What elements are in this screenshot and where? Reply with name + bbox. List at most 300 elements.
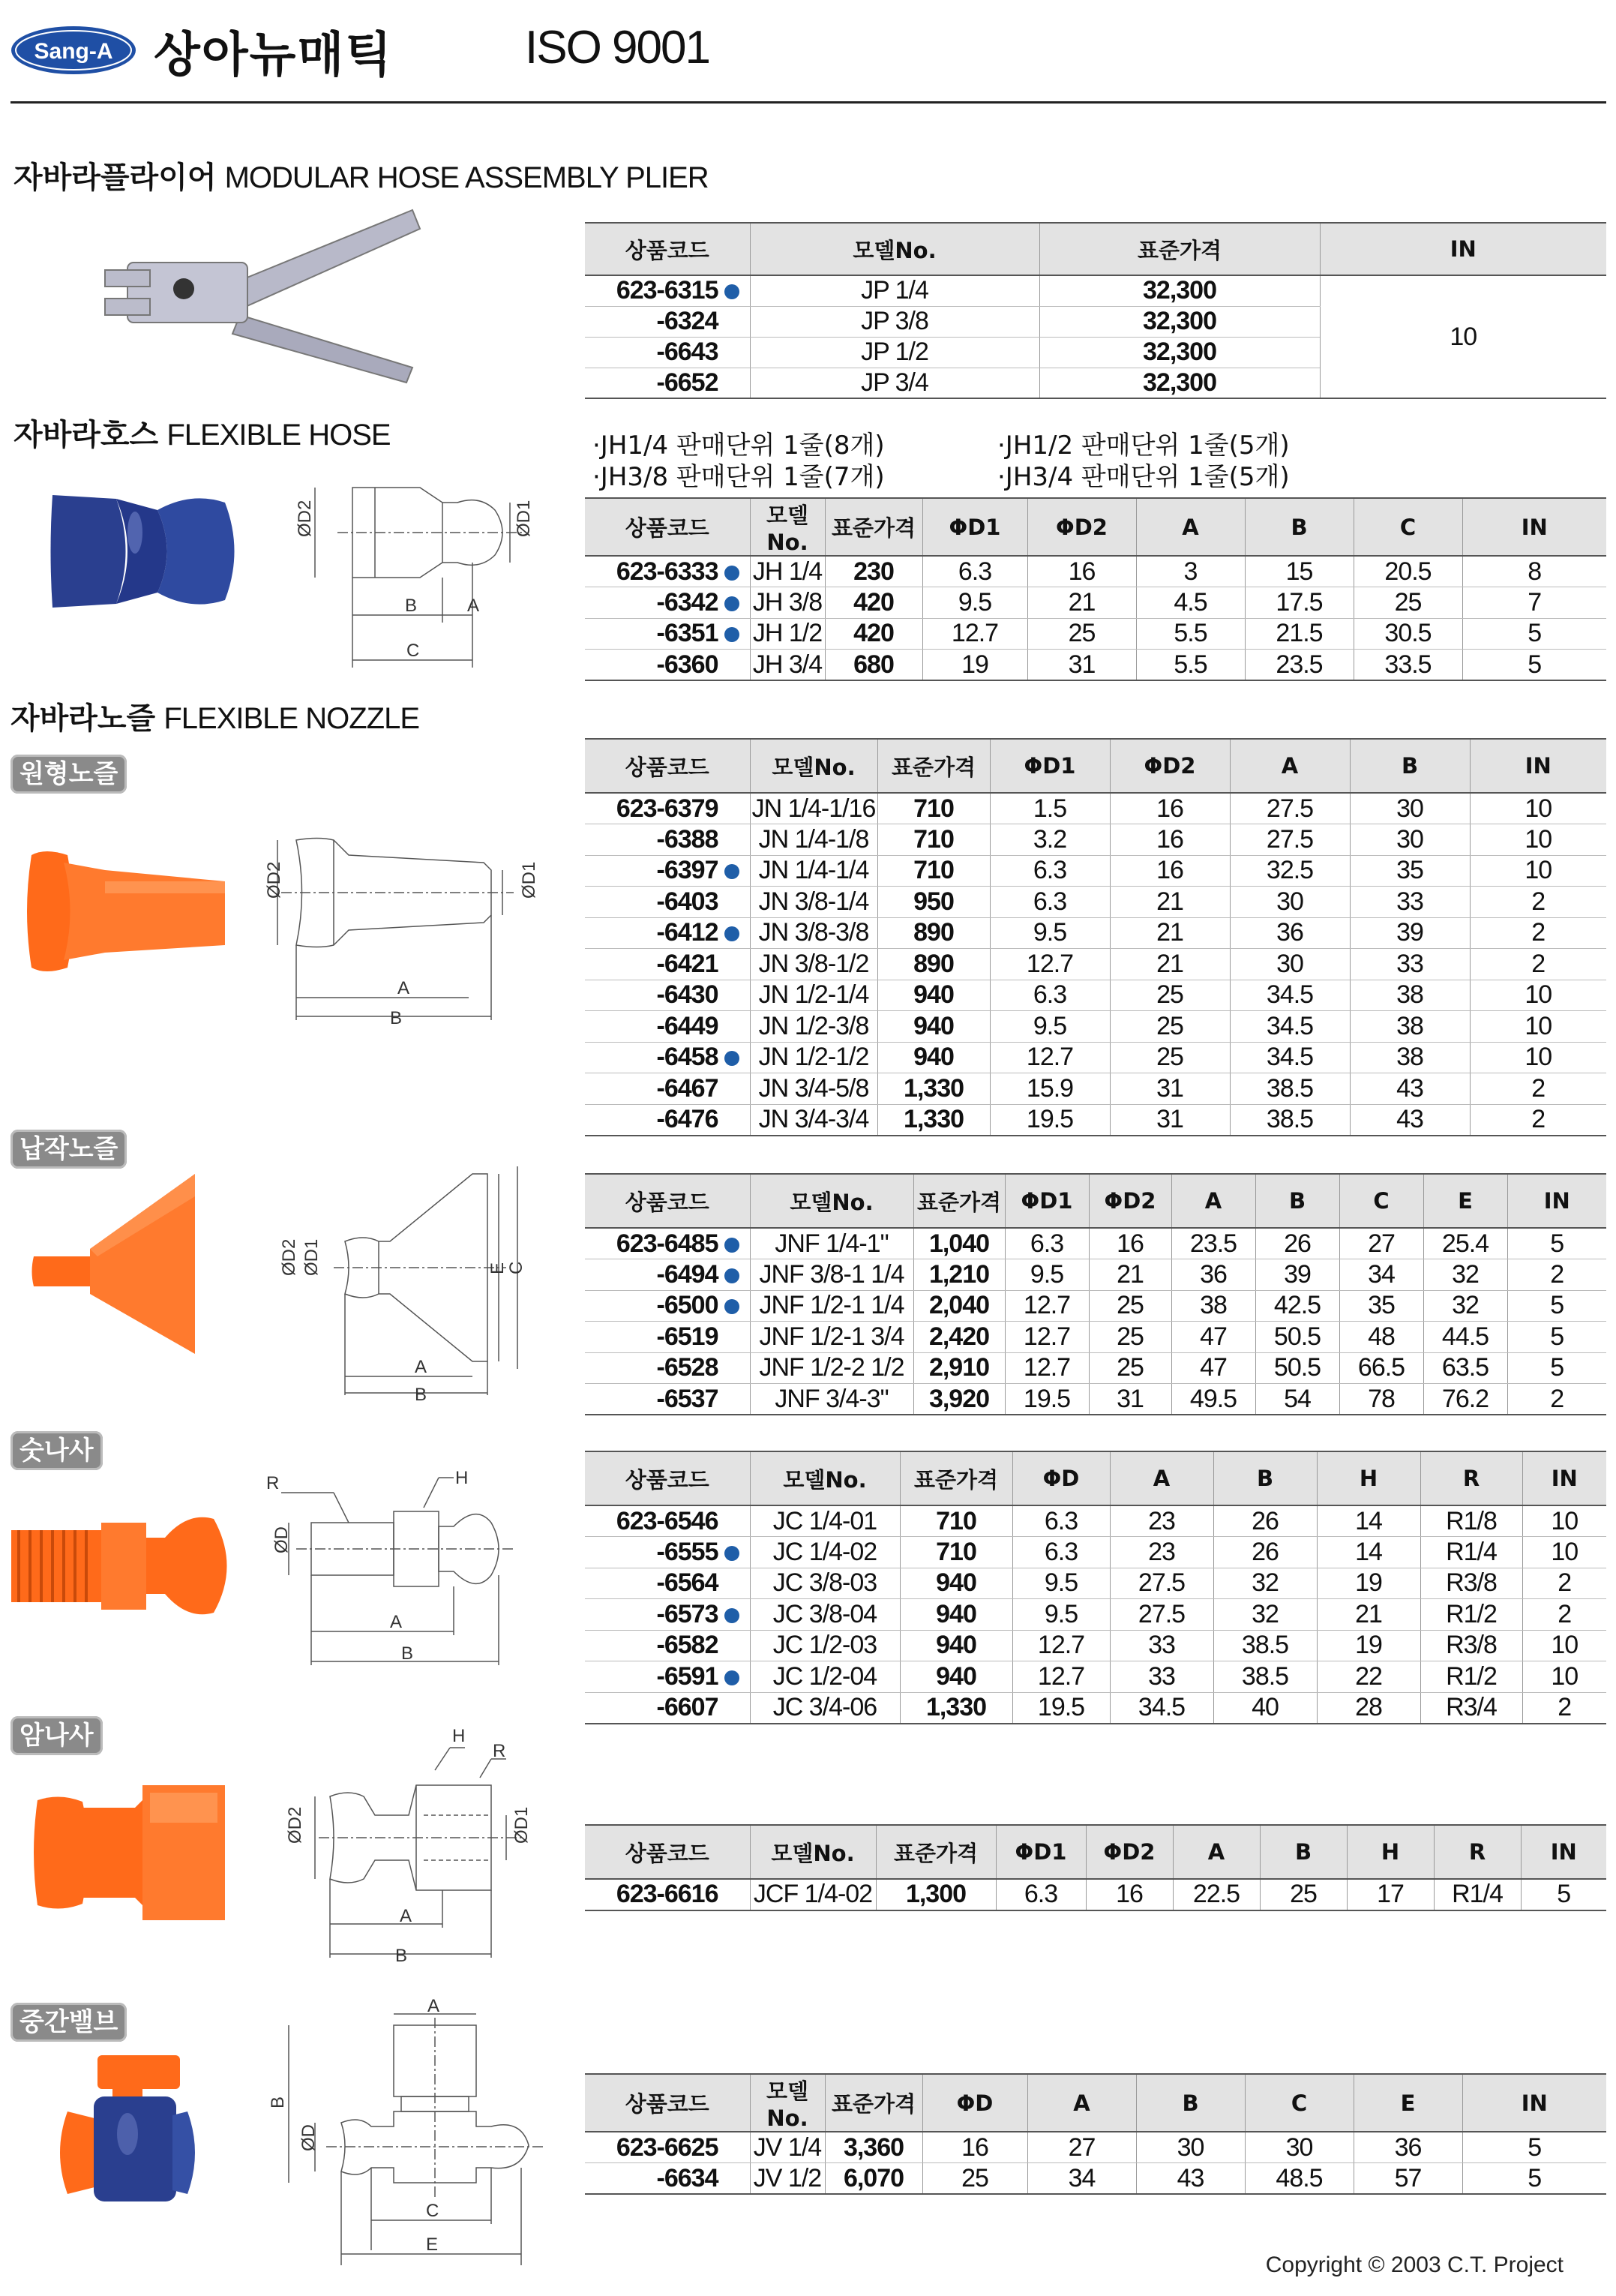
price: 950: [877, 887, 990, 918]
dim-label-a: A: [397, 978, 410, 998]
flat-nozzle-table: [585, 1173, 1606, 1415]
col-header: ΦD2: [1089, 1174, 1171, 1228]
spec-value: 6.3: [990, 855, 1110, 887]
spec-value: 42.5: [1255, 1290, 1339, 1322]
col-header: A: [1173, 1825, 1260, 1879]
table-row: [585, 793, 1606, 824]
table-row: [585, 556, 1606, 587]
table-row: [585, 618, 1606, 650]
spec-value: 16: [1110, 793, 1230, 824]
spec-value: 44.5: [1423, 1322, 1507, 1353]
product-code: 623-6315: [616, 276, 718, 305]
model-no: JP 1/4: [750, 275, 1039, 306]
spec-value: 9.5: [990, 917, 1110, 949]
hose-dimension-drawing: [292, 473, 547, 675]
spec-value: 10: [1522, 1505, 1606, 1537]
price: 6,070: [825, 2163, 922, 2195]
product-code: -6360: [656, 650, 718, 679]
stock-indicator-dot: [724, 596, 739, 611]
spec-value: 30: [1230, 887, 1350, 918]
col-header: 표준가격: [900, 1451, 1012, 1505]
spec-value: 34: [1027, 2163, 1136, 2195]
dim-label-a: A: [400, 1906, 412, 1926]
price: 420: [825, 587, 922, 619]
col-header: A: [1110, 1451, 1213, 1505]
spec-value: 10: [1522, 1537, 1606, 1568]
spec-value: 38.5: [1213, 1630, 1317, 1661]
spec-value: R1/2: [1420, 1661, 1522, 1693]
stock-indicator-dot: [724, 627, 739, 642]
dim-label-d2: ØD2: [264, 861, 284, 899]
model-no: JC 3/4-06: [750, 1692, 900, 1724]
dim-label-h: H: [455, 1468, 469, 1488]
stock-indicator-dot: [724, 864, 739, 879]
col-header: ΦD1: [990, 739, 1110, 793]
brand-name: 상아뉴매틱: [154, 28, 394, 83]
spec-value: 21.5: [1245, 618, 1354, 650]
spec-value: 16: [1027, 556, 1136, 587]
table-row: [585, 275, 1606, 306]
spec-value: 43: [1350, 1073, 1470, 1105]
spec-value: 16: [1089, 1228, 1171, 1259]
spec-value: 2: [1470, 1104, 1606, 1136]
spec-value: 21: [1089, 1259, 1171, 1291]
product-code: -6500: [656, 1291, 718, 1320]
spec-value: 2: [1470, 917, 1606, 949]
price: 420: [825, 618, 922, 650]
product-code: 623-6616: [616, 1880, 718, 1909]
spec-value: 19.5: [990, 1104, 1110, 1136]
spec-value: 25: [1089, 1352, 1171, 1384]
spec-value: 12.7: [1005, 1322, 1089, 1353]
product-code: 623-6485: [616, 1229, 718, 1258]
page-header: [0, 0, 1616, 105]
stock-indicator-dot: [724, 926, 739, 941]
spec-value: 27.5: [1230, 793, 1350, 824]
spec-value: 10: [1470, 824, 1606, 856]
title-en: FLEXIBLE HOSE: [166, 419, 391, 452]
model-no: JC 1/4-02: [750, 1537, 900, 1568]
product-code: -6324: [656, 307, 718, 335]
spec-value: 8: [1462, 556, 1606, 587]
table-row: [585, 1661, 1606, 1693]
spec-value: 2: [1470, 949, 1606, 980]
col-header: A: [1136, 498, 1245, 556]
hose-table: [585, 497, 1606, 681]
price: 940: [877, 1011, 990, 1043]
table-row: [585, 980, 1606, 1011]
col-header: 모델No.: [750, 223, 1039, 275]
product-code: -6582: [656, 1631, 718, 1660]
spec-value: 26: [1255, 1228, 1339, 1259]
price: 2,910: [913, 1352, 1005, 1384]
table-row: [585, 855, 1606, 887]
spec-value: 38: [1350, 1011, 1470, 1043]
dim-label-d2: ØD2: [285, 1806, 305, 1844]
spec-value: 23: [1110, 1505, 1213, 1537]
spec-value: 5.5: [1136, 618, 1245, 650]
spec-value: 12.7: [1012, 1630, 1110, 1661]
spec-value: 38.5: [1230, 1073, 1350, 1105]
spec-value: 30: [1245, 2132, 1354, 2163]
title-ko: 자바라플라이어: [13, 161, 217, 195]
price: 3,360: [825, 2132, 922, 2163]
spec-value: 32: [1213, 1599, 1317, 1631]
table-row: [585, 1537, 1606, 1568]
col-header: B: [1213, 1451, 1317, 1505]
spec-value: 26: [1213, 1537, 1317, 1568]
spec-value: R3/4: [1420, 1692, 1522, 1724]
product-code: -6467: [656, 1073, 718, 1103]
price: 940: [900, 1661, 1012, 1693]
table-row: [585, 1322, 1606, 1353]
col-header: C: [1339, 1174, 1423, 1228]
spec-value: 15: [1245, 556, 1354, 587]
copyright-notice: Copyright © 2003 C.T. Project: [1265, 2252, 1564, 2277]
spec-value: 14: [1317, 1537, 1420, 1568]
model-no: JN 3/8-3/8: [750, 917, 877, 949]
col-header: ΦD2: [1086, 1825, 1173, 1879]
product-code: -6430: [656, 980, 718, 1010]
section-title-hose: [13, 411, 391, 454]
dim-label-h: H: [452, 1726, 466, 1746]
spec-value: 23.5: [1171, 1228, 1255, 1259]
col-header: 표준가격: [825, 2074, 922, 2132]
col-header: C: [1245, 2074, 1354, 2132]
section-title-plier: [13, 154, 709, 197]
product-code: -6412: [656, 918, 718, 947]
spec-value: 38: [1350, 980, 1470, 1011]
spec-value: 34.5: [1110, 1692, 1213, 1724]
col-header: ΦD2: [1110, 739, 1230, 793]
title-ko: 자바라노즐: [10, 701, 156, 736]
col-header: C: [1354, 498, 1462, 556]
dim-label-c: C: [406, 641, 420, 661]
spec-value: 30.5: [1354, 618, 1462, 650]
table-row: [585, 1073, 1606, 1105]
col-header: 상품코드: [585, 1174, 750, 1228]
title-en: FLEXIBLE NOZZLE: [163, 702, 419, 735]
tag-round-nozzle: 원형노즐: [10, 755, 127, 794]
stock-indicator-dot: [724, 1238, 739, 1253]
col-header: A: [1230, 739, 1350, 793]
spec-value: 10: [1470, 855, 1606, 887]
model-no: JP 3/4: [750, 368, 1039, 398]
spec-value: 38.5: [1213, 1661, 1317, 1693]
spec-value: 21: [1317, 1599, 1420, 1631]
tag-male-thread: 숫나사: [10, 1431, 103, 1470]
col-header: A: [1027, 2074, 1136, 2132]
product-code: -6476: [656, 1105, 718, 1133]
spec-value: 10: [1470, 1042, 1606, 1073]
table-row: [585, 587, 1606, 619]
spec-value: 25: [922, 2163, 1027, 2195]
spec-value: 34.5: [1230, 980, 1350, 1011]
col-header: 표준가격: [1039, 223, 1320, 275]
model-no: JNF 1/2-1 3/4: [750, 1322, 913, 1353]
table-row: [585, 2163, 1606, 2195]
col-header: 상품코드: [585, 2074, 750, 2132]
spec-value: 27.5: [1230, 824, 1350, 856]
table-row: [585, 2132, 1606, 2163]
spec-value: 6.3: [990, 887, 1110, 918]
table-row: [585, 1384, 1606, 1415]
col-header: 모델No.: [750, 739, 877, 793]
spec-value: 25: [1110, 980, 1230, 1011]
price: 710: [877, 793, 990, 824]
spec-value: 27.5: [1110, 1568, 1213, 1599]
spec-value: 34: [1339, 1259, 1423, 1291]
spec-value: 31: [1110, 1073, 1230, 1105]
title-ko: 자바라호스: [13, 418, 159, 452]
spec-value: 54: [1255, 1384, 1339, 1415]
female-connector-dimension-drawing: [266, 1725, 559, 1965]
col-header: 상품코드: [585, 1825, 750, 1879]
spec-value: R1/4: [1420, 1537, 1522, 1568]
table-row: [585, 1290, 1606, 1322]
spec-value: 33: [1350, 949, 1470, 980]
col-header: ΦD2: [1027, 498, 1136, 556]
product-code: -6537: [656, 1384, 718, 1413]
spec-value: 33: [1110, 1630, 1213, 1661]
spec-value: 19: [1317, 1568, 1420, 1599]
spec-value: 10: [1522, 1661, 1606, 1693]
model-no: JV 1/4: [750, 2132, 825, 2163]
model-no: JN 1/4-1/8: [750, 824, 877, 856]
product-code: 623-6546: [616, 1506, 718, 1535]
inline-valve-image: [52, 2051, 202, 2213]
price: 890: [877, 917, 990, 949]
spec-value: 38: [1350, 1042, 1470, 1073]
table-row: [585, 824, 1606, 856]
spec-value: 9.5: [1005, 1259, 1089, 1291]
spec-value: 16: [1110, 855, 1230, 887]
spec-value: 6.3: [990, 980, 1110, 1011]
spec-value: 23.5: [1245, 650, 1354, 681]
spec-value: 9.5: [990, 1011, 1110, 1043]
col-header: IN: [1320, 223, 1606, 275]
model-no: JN 3/4-3/4: [750, 1104, 877, 1136]
female-connector-image: [30, 1778, 232, 1928]
spec-value: 36: [1230, 917, 1350, 949]
dim-label-d1: ØD1: [301, 1238, 322, 1276]
col-header: E: [1354, 2074, 1462, 2132]
spec-value: 4.5: [1136, 587, 1245, 619]
spec-value: 5: [1507, 1322, 1606, 1353]
table-row: [585, 1104, 1606, 1136]
spec-value: 19: [922, 650, 1027, 681]
product-code: -6351: [656, 619, 718, 648]
sales-unit-note: ·JH1/2 판매단위 1줄(5개): [997, 431, 1290, 461]
spec-value: 22.5: [1173, 1879, 1260, 1910]
price: 940: [900, 1599, 1012, 1631]
price: 32,300: [1039, 337, 1320, 368]
spec-value: 43: [1136, 2163, 1245, 2195]
spec-value: 21: [1110, 917, 1230, 949]
spec-value: 25: [1110, 1042, 1230, 1073]
spec-value: 3.2: [990, 824, 1110, 856]
dim-label-b: B: [268, 2096, 288, 2108]
flexible-hose-image: [45, 480, 247, 623]
model-no: JC 3/8-03: [750, 1568, 900, 1599]
table-row: [585, 887, 1606, 918]
col-header: 모델No.: [750, 1825, 876, 1879]
stock-indicator-dot: [724, 1670, 739, 1685]
spec-value: 12.7: [990, 949, 1110, 980]
dim-label-d2: ØD2: [279, 1238, 299, 1276]
price: 710: [877, 824, 990, 856]
spec-value: 9.5: [922, 587, 1027, 619]
spec-value: 35: [1350, 855, 1470, 887]
spec-value: 3: [1136, 556, 1245, 587]
spec-value: 28: [1317, 1692, 1420, 1724]
spec-value: 48: [1339, 1322, 1423, 1353]
spec-value: 25: [1027, 618, 1136, 650]
col-header: IN: [1470, 739, 1606, 793]
col-header: R: [1434, 1825, 1521, 1879]
spec-value: 19: [1317, 1630, 1420, 1661]
spec-value: 34.5: [1230, 1011, 1350, 1043]
spec-value: 19.5: [1005, 1384, 1089, 1415]
price: 1,040: [913, 1228, 1005, 1259]
spec-value: 27: [1339, 1228, 1423, 1259]
spec-value: 2: [1470, 1073, 1606, 1105]
col-header: 모델No.: [750, 498, 825, 556]
spec-value: 2: [1470, 887, 1606, 918]
tag-female-thread: 암나사: [10, 1716, 103, 1755]
spec-value: R1/8: [1420, 1505, 1522, 1537]
spec-value: 6.3: [922, 556, 1027, 587]
stock-indicator-dot: [724, 1051, 739, 1066]
spec-value: 30: [1350, 793, 1470, 824]
model-no: JH 3/8: [750, 587, 825, 619]
table-row: [585, 650, 1606, 681]
dim-label-b: B: [390, 1008, 403, 1028]
spec-value: 6.3: [1012, 1505, 1110, 1537]
male-connector-dimension-drawing: [266, 1463, 536, 1680]
col-header: B: [1260, 1825, 1347, 1879]
spec-value: 25: [1089, 1322, 1171, 1353]
iso-cert: ISO 9001: [525, 22, 709, 74]
dim-label-d: ØD: [271, 1526, 292, 1553]
spec-value: R1/4: [1434, 1879, 1521, 1910]
price: 940: [877, 980, 990, 1011]
spec-value: 16: [1086, 1879, 1173, 1910]
price: 32,300: [1039, 275, 1320, 306]
spec-value: 27: [1027, 2132, 1136, 2163]
spec-value: 5: [1462, 2163, 1606, 2195]
table-row: [585, 1228, 1606, 1259]
dim-label-b: B: [395, 1946, 408, 1966]
table-row: [585, 1568, 1606, 1599]
inline-valve-table: [585, 2073, 1606, 2195]
price: 680: [825, 650, 922, 681]
dim-label-e: E: [426, 2234, 439, 2255]
round-nozzle-dimension-drawing: [266, 833, 574, 1028]
model-no: JCF 1/4-02: [750, 1879, 876, 1910]
model-no: JC 1/2-03: [750, 1630, 900, 1661]
model-no: JNF 1/2-1 1/4: [750, 1290, 913, 1322]
col-header: ΦD1: [1005, 1174, 1089, 1228]
spec-value: 21: [1110, 949, 1230, 980]
col-header: 표준가격: [876, 1825, 996, 1879]
col-header: 상품코드: [585, 498, 750, 556]
model-no: JN 3/8-1/2: [750, 949, 877, 980]
spec-value: 25: [1260, 1879, 1347, 1910]
spec-value: 1.5: [990, 793, 1110, 824]
flat-nozzle-dimension-drawing: [266, 1159, 581, 1406]
spec-value: 30: [1230, 949, 1350, 980]
round-nozzle-table: [585, 738, 1606, 1136]
product-code: -6494: [656, 1259, 718, 1289]
spec-value: 16: [922, 2132, 1027, 2163]
spec-value: 9.5: [1012, 1599, 1110, 1631]
model-no: JC 1/4-01: [750, 1505, 900, 1537]
spec-value: 31: [1089, 1384, 1171, 1415]
col-header: ΦD: [1012, 1451, 1110, 1505]
spec-value: 22: [1317, 1661, 1420, 1693]
spec-value: 25: [1110, 1011, 1230, 1043]
spec-value: R3/8: [1420, 1568, 1522, 1599]
sales-unit-note: ·JH1/4 판매단위 1줄(8개): [592, 431, 885, 461]
col-header: IN: [1522, 1451, 1606, 1505]
price: 1,300: [876, 1879, 996, 1910]
spec-value: 31: [1027, 650, 1136, 681]
spec-value: 5: [1507, 1352, 1606, 1384]
col-header: 표준가격: [825, 498, 922, 556]
product-code: -6564: [656, 1568, 718, 1598]
col-header: 모델No.: [750, 1174, 913, 1228]
spec-value: 39: [1350, 917, 1470, 949]
spec-value: 32: [1423, 1290, 1507, 1322]
header-divider: [10, 101, 1606, 104]
spec-value: 12.7: [1005, 1290, 1089, 1322]
product-code: 623-6333: [616, 557, 718, 586]
sang-a-logo: [10, 26, 136, 75]
spec-value: 5: [1462, 618, 1606, 650]
col-header: A: [1171, 1174, 1255, 1228]
col-header: ΦD1: [996, 1825, 1086, 1879]
spec-value: 6.3: [996, 1879, 1086, 1910]
col-header: IN: [1462, 498, 1606, 556]
sales-unit-note: ·JH3/8 판매단위 1줄(7개): [592, 462, 885, 492]
spec-value: 2: [1507, 1259, 1606, 1291]
dim-label-c: C: [506, 1261, 526, 1274]
price: 1,330: [877, 1073, 990, 1105]
model-no: JN 1/2-1/4: [750, 980, 877, 1011]
male-connector-table: [585, 1451, 1606, 1724]
spec-value: 36: [1354, 2132, 1462, 2163]
inline-valve-dimension-drawing: [266, 1995, 551, 2265]
stock-indicator-dot: [724, 1268, 739, 1283]
dim-label-d: ØD: [298, 2124, 319, 2151]
dim-label-d1: ØD1: [514, 500, 534, 537]
price: 710: [877, 855, 990, 887]
spec-value: 33: [1350, 887, 1470, 918]
col-header: IN: [1507, 1174, 1606, 1228]
col-header: B: [1350, 739, 1470, 793]
spec-value: 12.7: [990, 1042, 1110, 1073]
stock-indicator-dot: [724, 566, 739, 581]
spec-value: 32: [1423, 1259, 1507, 1291]
price: 940: [877, 1042, 990, 1073]
product-code: -6643: [656, 338, 718, 366]
col-header: 상품코드: [585, 223, 750, 275]
model-no: JH 1/2: [750, 618, 825, 650]
spec-value: 25.4: [1423, 1228, 1507, 1259]
spec-value: 48.5: [1245, 2163, 1354, 2195]
spec-value: 32.5: [1230, 855, 1350, 887]
